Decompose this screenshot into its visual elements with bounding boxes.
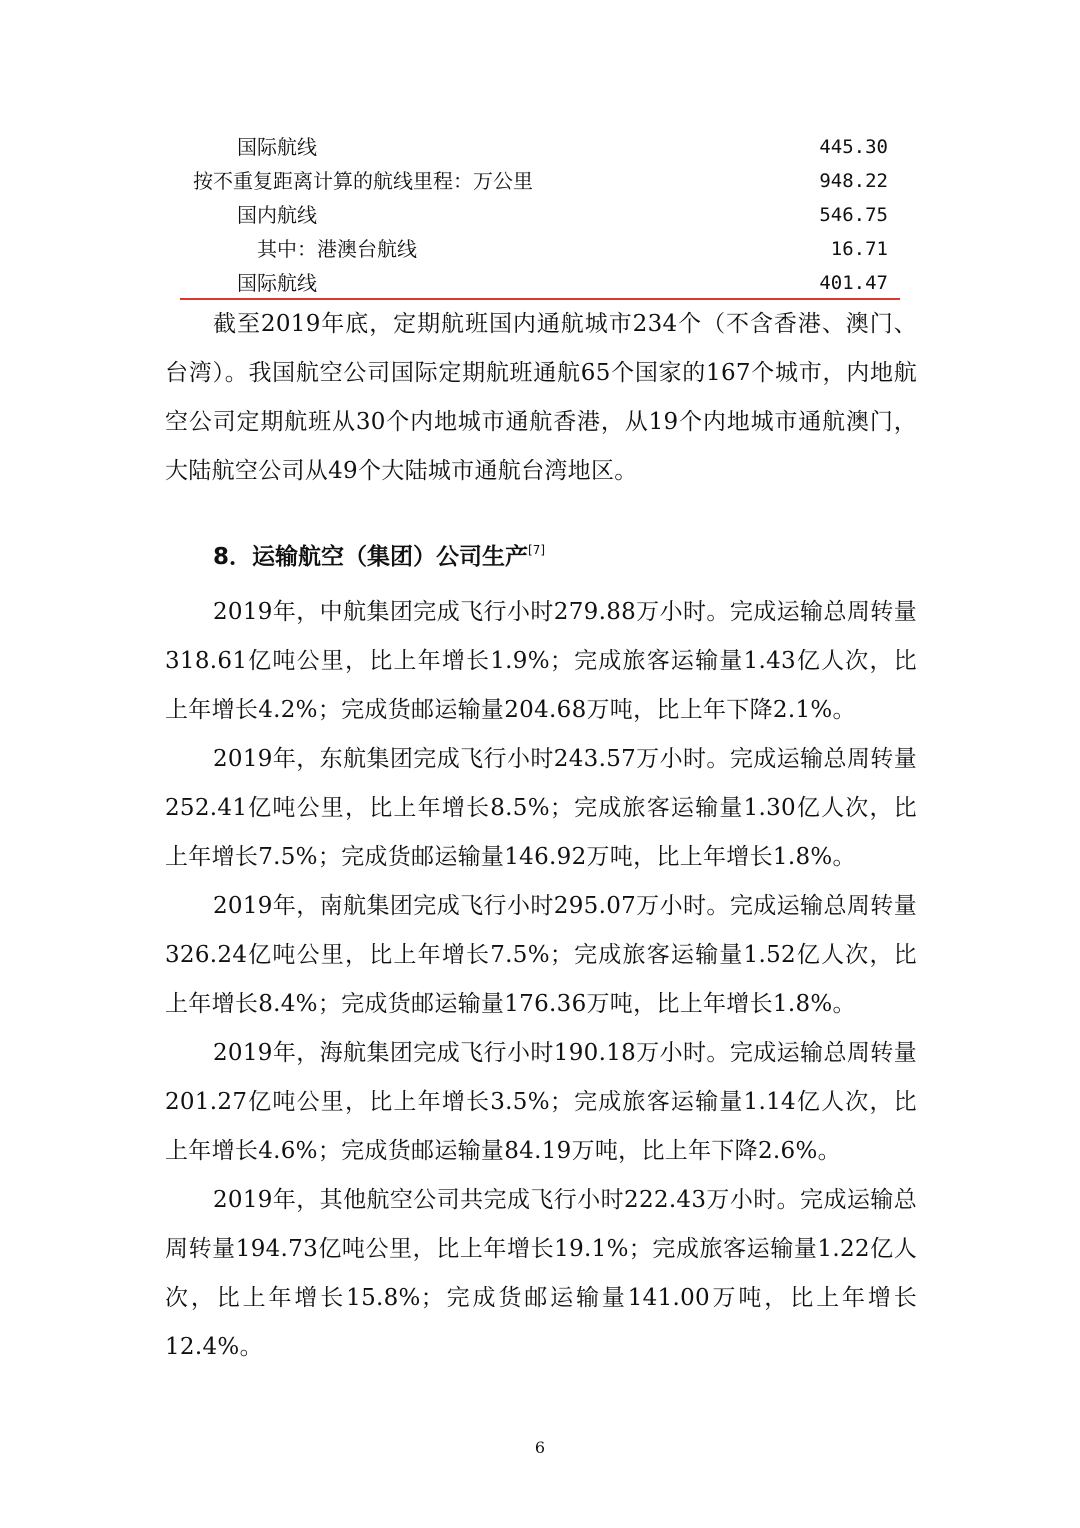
row-value: 948.22 (819, 170, 888, 192)
paragraph-hna-group: 2019年，海航集团完成飞行小时190.18万小时。完成运输总周转量201.27亿吨公里，比上年增长3.5%；完成旅客运输量1.14亿人次，比上年增长4.6%；完成货邮运输量84.19万吨，比上年下降2.6%。 (165, 1040, 917, 1164)
paragraph-air-china-group: 2019年，中航集团完成飞行小时279.88万小时。完成运输总周转量318.61亿吨公里，比上年增长1.9%；完成旅客运输量1.43亿人次，比上年增长4.2%；完成货邮运输量204.68万吨，比上年下降2.1%。 (165, 599, 917, 723)
row-label: 国际航线 (237, 271, 317, 295)
table-row (165, 164, 900, 198)
table-row (165, 266, 900, 300)
row-label: 其中：港澳台航线 (257, 237, 417, 261)
row-label: 按不重复距离计算的航线里程：万公里 (193, 169, 533, 193)
footnote-ref-link[interactable]: [7] (528, 543, 546, 557)
paragraph-china-southern-group: 2019年，南航集团完成飞行小时295.07万小时。完成运输总周转量326.24亿吨公里，比上年增长7.5%；完成旅客运输量1.52亿人次，比上年增长8.4%；完成货邮运输量176.36万吨，比上年增长1.8%。 (165, 893, 917, 1017)
route-mileage-table (165, 130, 900, 300)
paragraph-china-eastern-group: 2019年，东航集团完成飞行小时243.57万小时。完成运输总周转量252.41亿吨公里，比上年增长8.5%；完成旅客运输量1.30亿人次，比上年增长7.5%；完成货邮运输量146.92万吨，比上年增长1.8%。 (165, 746, 917, 870)
body-content (165, 300, 917, 1372)
table-row (165, 232, 900, 266)
paragraph-other-airlines: 2019年，其他航空公司共完成飞行小时222.43万小时。完成运输总周转量194.73亿吨公里，比上年增长19.1%；完成旅客运输量1.22亿人次，比上年增长15.8%；完成货邮运输量141.00万吨，比上年增长12.4%。 (165, 1187, 917, 1360)
table-row (165, 198, 900, 232)
intro-paragraph: 截至2019年底，定期航班国内通航城市234个（不含香港、澳门、台湾）。我国航空公司国际定期航班通航65个国家的167个城市，内地航空公司定期航班从30个内地城市通航香港，从19个内地城市通航澳门，大陆航空公司从49个大陆城市通航台湾地区。 (165, 311, 917, 484)
row-value: 401.47 (819, 272, 888, 294)
row-label: 国际航线 (237, 135, 317, 159)
row-value: 445.30 (819, 136, 888, 158)
row-value: 546.75 (819, 204, 888, 226)
page-number: 6 (534, 1438, 546, 1457)
row-label: 国内航线 (237, 203, 317, 227)
section-heading (165, 526, 917, 582)
row-value: 16.71 (830, 238, 888, 260)
section-heading-text: 8．运输航空（集团）公司生产 (213, 544, 529, 570)
table-row (165, 130, 900, 164)
